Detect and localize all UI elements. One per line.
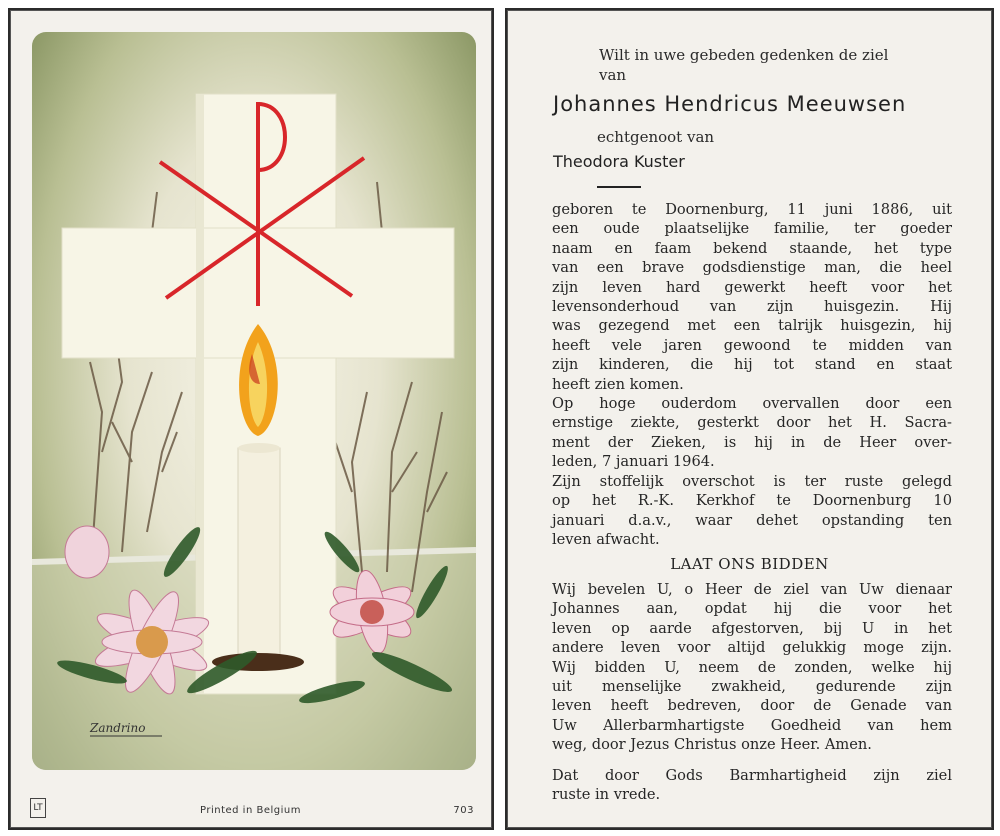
bio-line: heeft zien komen. [552,375,684,393]
bio-line: zijn kinderen, die hij tot stand en staat [552,356,952,374]
bio-line: ernstige ziekte, gesterkt door het H. Sacra- [552,414,952,432]
bio-line: levensonderhoud van zijn huisgezin. Hij [552,298,952,316]
spouse-name: Theodora Kuster [553,152,685,171]
bio-line: ment der Zieken, is hij in de Heer over- [552,433,952,451]
holy-card-front [8,8,494,830]
bio-line: was gezegend met een talrijk huisgezin, hij [552,317,952,335]
holy-card-back [505,8,994,830]
closing-text [552,766,952,805]
bio-line: Zijn stoffelijk overschot is ter ruste gelegd [552,472,952,490]
biography [552,200,952,549]
card-number: 703 [453,805,474,816]
bio-line: leden, 7 januari 1964. [552,453,715,471]
bio-line: zijn leven hard gewerkt heeft voor het [552,278,952,296]
bio-line: een oude plaatselijke familie, ter goeder [552,220,952,238]
intro-line-1: Wilt in uwe gebeden gedenken de ziel [599,46,889,64]
bio-line: naam en faam bekend staande, het type [552,239,952,257]
flower-left-bud [65,526,109,578]
prayer-heading: LAAT ONS BIDDEN [670,555,829,573]
cross-candle-illustration [32,32,476,770]
prayer-line: uit menselijke zwakheid, gedurende zijn [552,678,952,696]
bio-line: leven afwacht. [552,530,660,548]
deceased-name: Johannes Hendricus Meeuwsen [553,92,907,116]
prayer-line: leven op aarde afgestorven, bij U in het [552,619,952,637]
bio-line: heeft vele jaren gewoond te midden van [552,336,952,354]
prayer-line: Wij bevelen U, o Heer de ziel van Uw dienaar [552,581,952,598]
prayer-line: andere leven voor altijd gelukkig moge zijn. [552,639,952,657]
prayer-line: Johannes aan, opdat hij die voor het [552,600,952,618]
closing-line: ruste in vrede. [552,786,661,804]
prayer-line: Wij bidden U, neem de zonden, welke hij [552,658,952,676]
bio-line: van een brave godsdienstige man, die heel [552,259,952,277]
closing-line: Dat door Gods Barmhartigheid zijn ziel [552,767,952,784]
cross-painting [32,32,476,770]
spouse-intro: echtgenoot van [597,128,715,146]
prayer-text [552,580,952,755]
bio-line: geboren te Doornenburg, 11 juni 1886, uit [552,201,952,218]
divider-rule [597,186,641,188]
prayer-line: weg, door Jezus Christus onze Heer. Amen. [552,736,872,754]
publisher-logo: LT [30,798,46,818]
artist-signature: Zandrino [90,721,146,735]
intro-line-2: van [599,66,627,84]
bio-line: op het R.-K. Kerkhof te Doornenburg 10 [552,492,952,510]
printed-in-label: Printed in Belgium [200,805,301,816]
prayer-line: Uw Allerbarmhartigste Goedheid van hem [552,716,952,734]
prayer-line: leven heeft bedreven, door de Genade van [552,697,952,715]
bio-line: januari d.a.v., waar dehet opstanding ten [552,511,952,529]
bio-line: Op hoge ouderdom overvallen door een [552,395,952,413]
